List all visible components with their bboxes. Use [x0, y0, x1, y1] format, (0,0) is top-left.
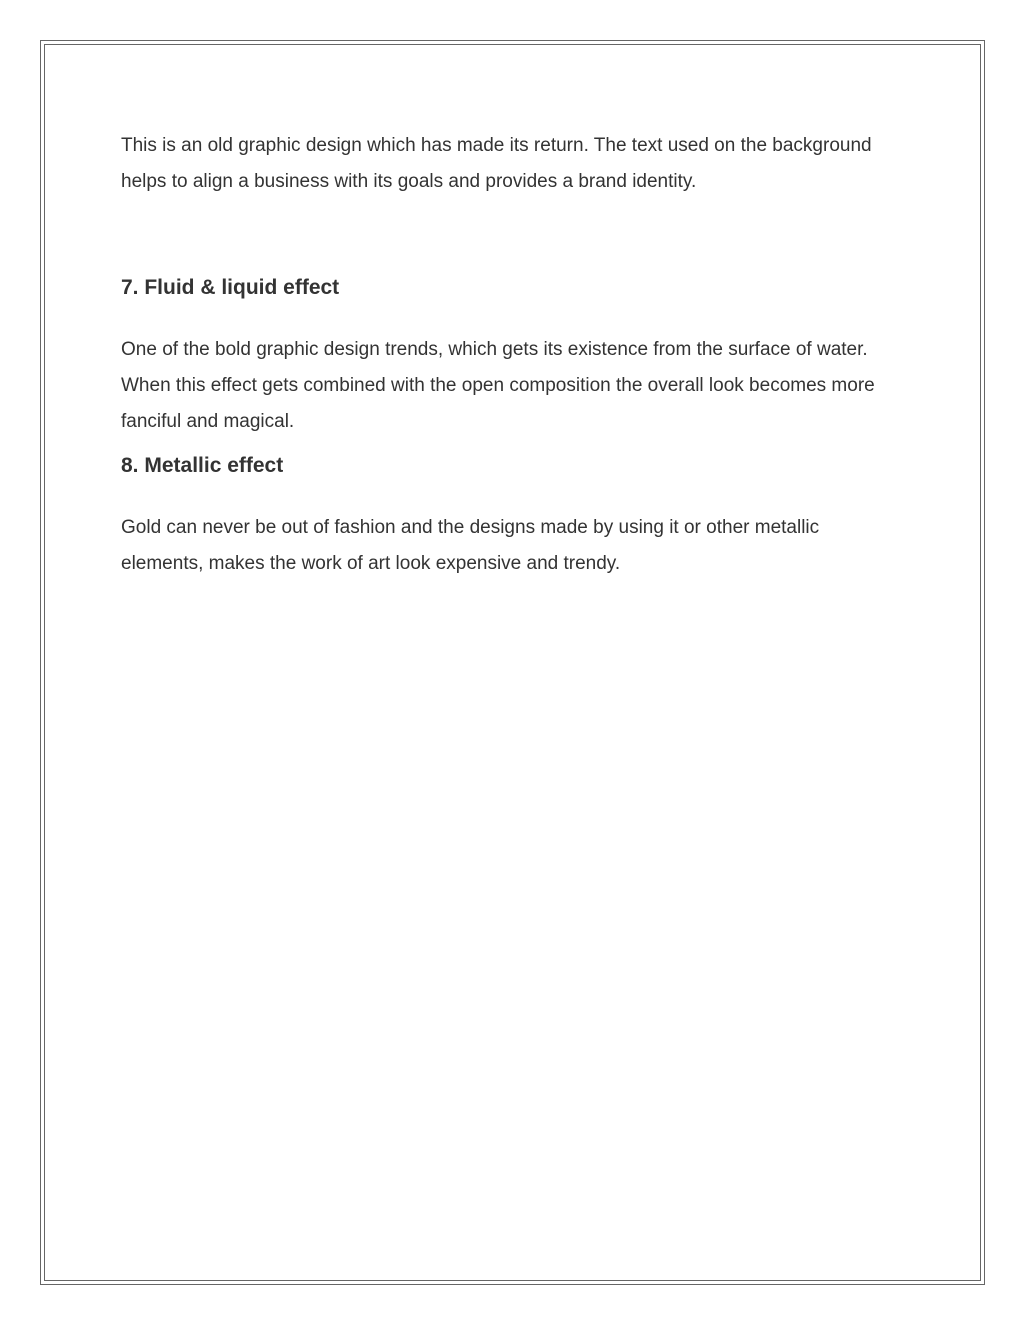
section-heading-fluid-liquid: 7. Fluid & liquid effect: [121, 276, 340, 299]
section-body-fluid-liquid: One of the bold graphic design trends, which gets its existence from the surface of water. When this effect gets combined with the open composition the overall look becomes more fanciful and magical.: [121, 339, 875, 432]
intro-paragraph: This is an old graphic design which has made its return. The text used on the background helps to align a business with its goals and provides a brand identity.: [121, 135, 872, 192]
document-content: [121, 128, 881, 582]
section-body-metallic: Gold can never be out of fashion and the designs made by using it or other metallic elements, makes the work of art look expensive and trendy.: [121, 517, 820, 574]
section-heading-metallic: 8. Metallic effect: [121, 454, 284, 477]
